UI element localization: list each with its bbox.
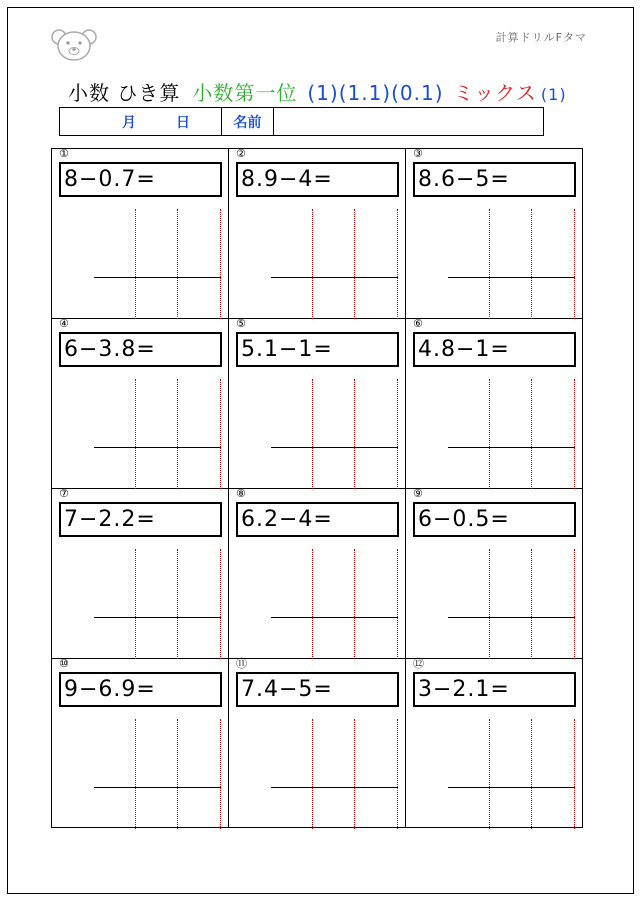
- problem-number: ⑪: [236, 657, 247, 670]
- problem-expression: 6−0.5=: [413, 502, 576, 537]
- problem-cell: [229, 659, 406, 827]
- problem-cell: [52, 149, 229, 319]
- bear-face-icon: [50, 28, 98, 62]
- title-main: 小数 ひき算: [68, 81, 181, 105]
- guide-line: [574, 719, 575, 829]
- guide-line: [177, 719, 178, 829]
- guide-line: [354, 379, 355, 489]
- problem-cell: [229, 149, 406, 319]
- problem-number: ①: [59, 147, 69, 160]
- guide-line: [397, 209, 398, 319]
- problem-cell: [406, 319, 582, 489]
- problem-cell: [229, 489, 406, 659]
- name-label: 名前: [222, 108, 274, 135]
- answer-line: [448, 447, 575, 448]
- guide-line: [489, 719, 490, 829]
- answer-line: [271, 617, 398, 618]
- problem-grid: [51, 148, 583, 828]
- guide-line: [354, 209, 355, 319]
- guide-line: [312, 379, 313, 489]
- day-label: 日: [176, 114, 190, 131]
- problem-number: ⑨: [413, 487, 423, 500]
- problem-number: ⑦: [59, 487, 69, 500]
- guide-line: [531, 209, 532, 319]
- guide-line: [220, 209, 221, 319]
- problem-expression: 9−6.9=: [59, 672, 222, 707]
- guide-line: [220, 379, 221, 489]
- problem-expression: 6.2−4=: [236, 502, 399, 537]
- title-red: ミックス: [453, 81, 537, 105]
- title-set: (1): [540, 85, 567, 104]
- problem-expression: 8−0.7=: [59, 162, 222, 197]
- problem-expression: 6−3.8=: [59, 332, 222, 367]
- guide-line: [135, 379, 136, 489]
- problem-expression: 8.6−5=: [413, 162, 576, 197]
- answer-line: [94, 447, 221, 448]
- guide-line: [397, 379, 398, 489]
- guide-line: [312, 209, 313, 319]
- problem-expression: 7−2.2=: [59, 502, 222, 537]
- name-input-area[interactable]: [274, 108, 543, 135]
- problem-cell: [52, 489, 229, 659]
- guide-line: [531, 549, 532, 659]
- guide-line: [312, 549, 313, 659]
- date-field[interactable]: [60, 108, 222, 135]
- guide-line: [574, 549, 575, 659]
- problem-expression: 4.8−1=: [413, 332, 576, 367]
- problem-expression: 5.1−1=: [236, 332, 399, 367]
- problem-number: ③: [413, 147, 423, 160]
- guide-line: [135, 549, 136, 659]
- guide-line: [397, 549, 398, 659]
- title-blue: (1)(1.1)(0.1): [307, 81, 444, 105]
- guide-line: [354, 719, 355, 829]
- guide-line: [354, 549, 355, 659]
- problem-expression: 8.9−4=: [236, 162, 399, 197]
- guide-line: [177, 379, 178, 489]
- guide-line: [135, 719, 136, 829]
- guide-line: [397, 719, 398, 829]
- answer-line: [448, 277, 575, 278]
- guide-line: [489, 209, 490, 319]
- problem-number: ⑥: [413, 317, 423, 330]
- guide-line: [177, 209, 178, 319]
- problem-number: ⑤: [236, 317, 246, 330]
- problem-number: ⑩: [59, 657, 69, 670]
- worksheet-title: [68, 80, 567, 108]
- answer-line: [94, 787, 221, 788]
- title-green: 小数第一位: [192, 81, 298, 105]
- guide-line: [574, 209, 575, 319]
- answer-line: [94, 617, 221, 618]
- problem-number: ⑧: [236, 487, 246, 500]
- problem-cell: [229, 319, 406, 489]
- guide-line: [531, 719, 532, 829]
- name-date-bar: [59, 107, 544, 136]
- answer-line: [271, 447, 398, 448]
- answer-line: [448, 617, 575, 618]
- guide-line: [220, 719, 221, 829]
- guide-line: [489, 379, 490, 489]
- problem-expression: 7.4−5=: [236, 672, 399, 707]
- problem-number: ②: [236, 147, 246, 160]
- problem-cell: [52, 319, 229, 489]
- guide-line: [312, 719, 313, 829]
- guide-line: [220, 549, 221, 659]
- answer-line: [94, 277, 221, 278]
- answer-line: [271, 787, 398, 788]
- month-label: 月: [122, 114, 136, 131]
- guide-line: [531, 379, 532, 489]
- problem-number: ⑫: [413, 657, 424, 670]
- guide-line: [489, 549, 490, 659]
- answer-line: [448, 787, 575, 788]
- guide-line: [177, 549, 178, 659]
- problem-expression: 3−2.1=: [413, 672, 576, 707]
- problem-cell: [406, 149, 582, 319]
- problem-cell: [406, 489, 582, 659]
- brand-label: 計算ドリルFタマ: [495, 31, 587, 44]
- problem-number: ④: [59, 317, 69, 330]
- guide-line: [135, 209, 136, 319]
- problem-cell: [406, 659, 582, 827]
- problem-cell: [52, 659, 229, 827]
- guide-line: [574, 379, 575, 489]
- answer-line: [271, 277, 398, 278]
